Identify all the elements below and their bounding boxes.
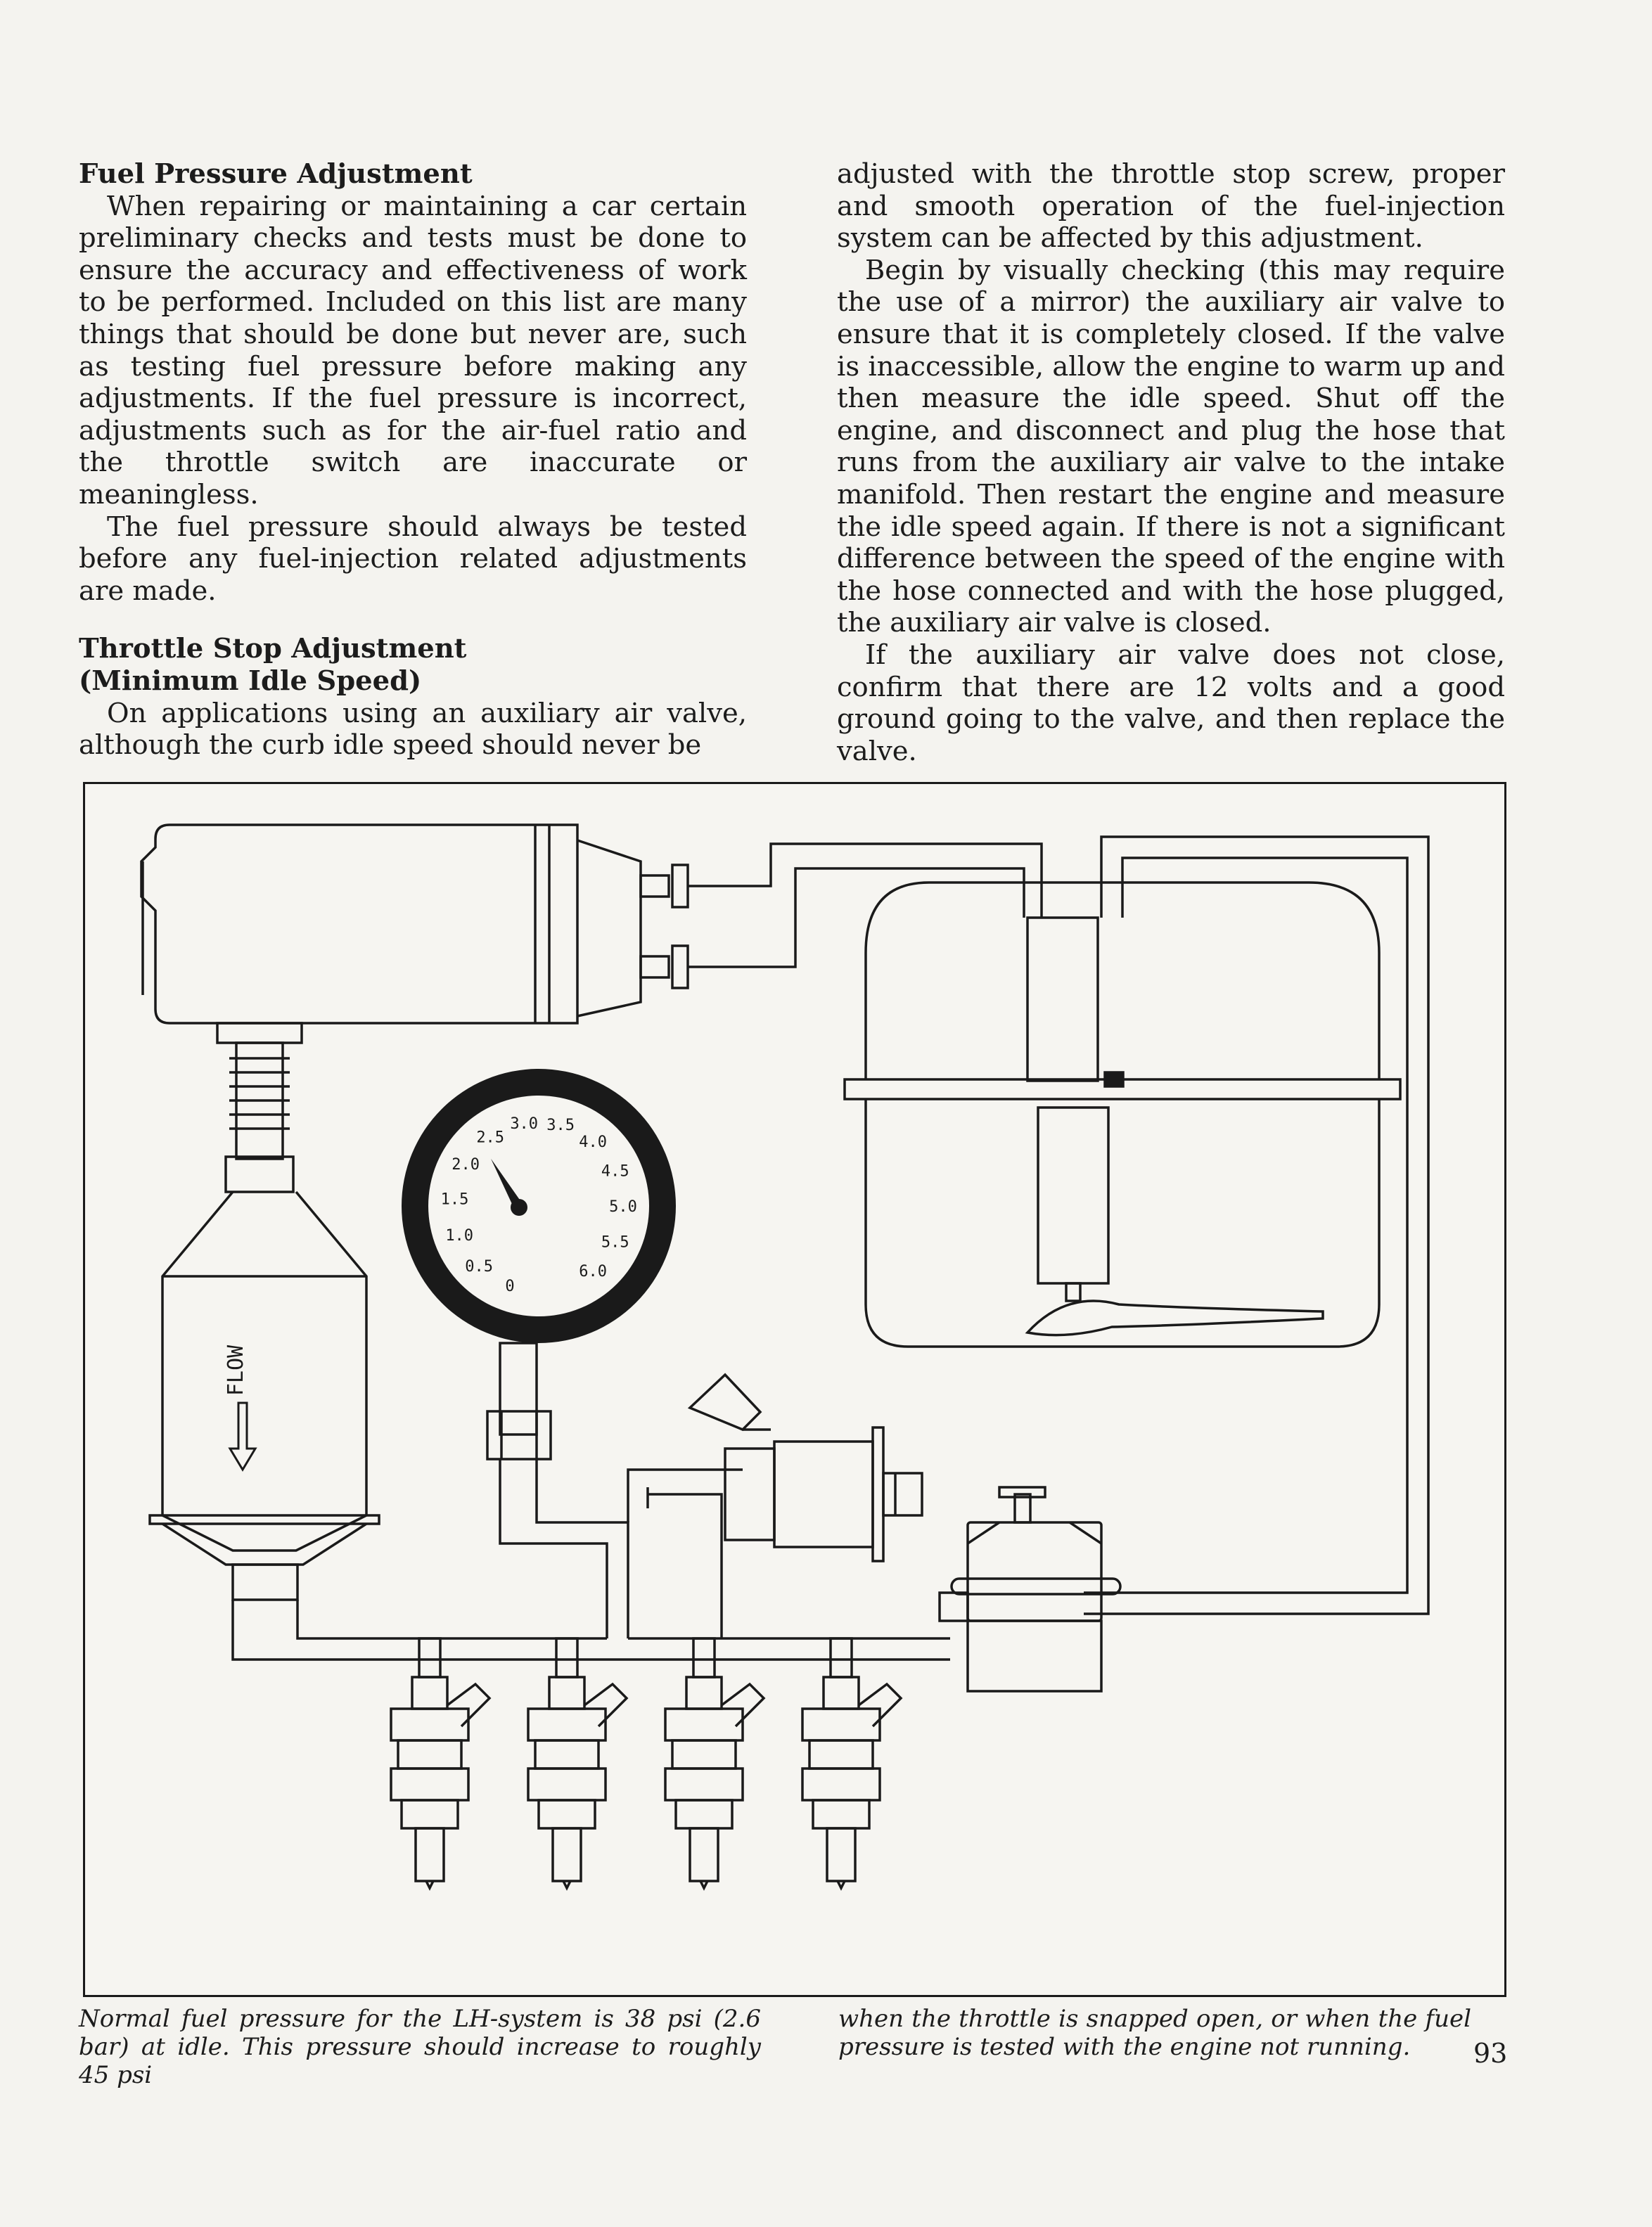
caption-left: Normal fuel pressure for the LH-system is 38 psi (2.6 bar) at idle. This pressure should increase to roughly 45 psi [79, 2005, 761, 2089]
gauge-pivot [511, 1199, 527, 1216]
cold-start-injector [690, 1375, 922, 1561]
page-number: 93 [1473, 2038, 1508, 2069]
gauge-tick-label: 4.5 [601, 1162, 629, 1181]
gauge-tick-label: 3.0 [510, 1115, 539, 1133]
injectors [391, 1638, 901, 1888]
fuel-filter [150, 1192, 379, 1600]
gauge-tick-label: 4.0 [579, 1134, 607, 1152]
gauge-tick-label: 5.5 [601, 1233, 629, 1252]
paragraph: If the auxiliary air valve does not close, confirm that there are 12 volts and a good ground going to the valve, and then replace the valve. [837, 638, 1505, 767]
gauge-tick-label: 5.0 [609, 1198, 637, 1216]
gauge-tick-label: 6.0 [579, 1262, 607, 1281]
pressure-gauge [402, 1069, 676, 1459]
gauge-tick-label: 1.0 [445, 1227, 474, 1245]
heading-fuel-pressure-adjustment: Fuel Pressure Adjustment [79, 158, 473, 190]
paragraph: adjusted with the throttle stop screw, proper and smooth operation of the fuel-injection system can be affected by this adjustment. [837, 158, 1505, 255]
gauge-tick-label: 2.0 [452, 1156, 480, 1174]
flow-label: FLOW [224, 1344, 248, 1396]
right-column [837, 158, 1505, 767]
paragraph: On applications using an auxiliary air valve, although the curb idle speed should never be [79, 697, 747, 762]
diagram-drawing [85, 784, 1504, 1995]
fuel-injector [802, 1638, 901, 1888]
paragraph: The fuel pressure should always be tested before any fuel-injection related adjustments are made. [79, 511, 747, 607]
fuel-injector [528, 1638, 627, 1888]
heading-throttle-stop-adjustment: Throttle Stop Adjustment [79, 633, 467, 665]
fuel-tank [845, 883, 1400, 1347]
fuel-injector [391, 1638, 489, 1888]
gauge-tick-label: 1.5 [440, 1190, 469, 1209]
heading-minimum-idle-speed: (Minimum Idle Speed) [79, 665, 422, 697]
gauge-tick-label: 0.5 [465, 1257, 493, 1276]
gauge-tick-label: 0 [505, 1277, 515, 1295]
paragraph: When repairing or maintaining a car certain preliminary checks and tests must be done to ensure the accuracy and effectiveness of work to be performed. Included on this list are many things that should be done but never are, such as testing fuel pressure before making any adjustments. If the fuel pressure is incorrect, adjustments such as for the air-fuel ratio and the throttle switch are inaccurate or meaningless. [79, 190, 747, 511]
caption-right: when the throttle is snapped open, or when the fuel pressure is tested with the engine not running. [838, 2005, 1471, 2061]
pressure-regulator [940, 1487, 1120, 1691]
paragraph: Begin by visually checking (this may require the use of a mirror) the auxiliary air valve to ensure that it is completely closed. If the valve is inaccessible, allow the engine to warm up and then measure the idle speed. Shut off the engine, and disconnect and plug the hose that runs from the auxiliary air valve to the intake manifold. Then restart the engine and measure the idle speed again. If there is not a significant difference between the speed of the engine with the hose connected and with the hose plugged, the auxiliary air valve is closed. [837, 254, 1505, 639]
fuel-system-diagram [83, 782, 1506, 1997]
left-column [79, 158, 747, 762]
fuel-injector [665, 1638, 764, 1888]
gauge-tick-label: 2.5 [476, 1129, 505, 1147]
gauge-tick-label: 3.5 [546, 1117, 575, 1135]
